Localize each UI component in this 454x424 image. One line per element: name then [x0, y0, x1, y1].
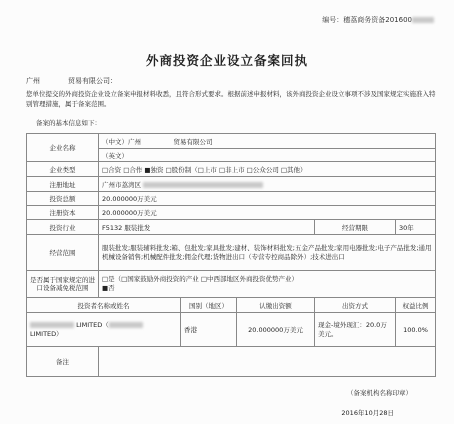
info-intro: 备案的基本信息如下： [36, 119, 101, 127]
investor-ratio-header: 权益比例 [396, 298, 436, 313]
company-type-value: □合资 □合作 ■独资 □股份制（□上市 □非上市 □公众公司 □其他） [99, 162, 436, 177]
policy-row [27, 271, 436, 298]
investor-amount-header: 认缴出资额 [237, 298, 315, 313]
remark-label: 备注 [27, 347, 99, 377]
intro-paragraph: 您单位提交的外商投资企业设立备案申报材料收悉，且符合形式要求。根据前述申报材料，该外商投资企业设立事项不涉及国家规定实施准入特别管理措施，属于备案范围。 [26, 90, 436, 108]
capital-value: 20.000000万美元 [99, 206, 436, 220]
seal-placeholder: （备案机构名称印章） [347, 389, 412, 397]
investor-method-header: 出资方式 [315, 298, 396, 313]
policy-value-line2: ■否 [102, 284, 115, 292]
investor-country-header: 国别（地区） [181, 298, 237, 313]
policy-value [99, 271, 436, 298]
investor-name-header: 投资者名称或姓名 [27, 298, 181, 313]
capital-label: 注册资本 [27, 206, 99, 220]
investor-row [27, 313, 436, 347]
address-label: 注册地址 [27, 177, 99, 192]
capital-row [27, 206, 436, 220]
investor-name-line1: LIMITED（ [76, 320, 109, 329]
address-value [99, 177, 436, 192]
industry-label: 投资行业 [27, 220, 99, 235]
document-number [322, 15, 434, 25]
redacted-block [109, 322, 143, 328]
salutation: 广州 贸易有限公司： [26, 77, 117, 85]
redacted-block [143, 182, 263, 188]
investment-label: 投资总额 [27, 192, 99, 206]
address-text: 广州市荔湾区 [102, 180, 141, 189]
company-name-en: （英文） [99, 149, 436, 162]
scope-value: 服装批发;服装辅料批发;箱、包批发;家具批发;建材、装饰材料批发;五金产品批发;家用电器批发;电子产品批发;通用机械设备销售;机械配件批发;佣金代理;货物进出口（专营专控商品除外）;技术进出口 [99, 235, 436, 271]
term-value: 30年 [396, 220, 436, 235]
policy-label: 是否属于国家规定的进口设备减免税范围 [27, 271, 99, 298]
company-name-cn-text: （中文）广州 贸易有限公司 [102, 137, 213, 146]
investor-name [27, 313, 181, 347]
investor-name-line2: LIMITED） [30, 329, 63, 338]
page-title: 外商投资企业设立备案回执 [145, 53, 308, 68]
scope-row [27, 235, 436, 271]
investor-country: 香港 [181, 313, 237, 347]
investor-ratio: 100.0% [396, 313, 436, 347]
industry-row [27, 220, 436, 235]
scope-label: 经营范围 [27, 235, 99, 271]
company-type-row [27, 162, 436, 177]
investor-amount: 20.000000万美元 [237, 313, 315, 347]
redacted-block [30, 322, 74, 328]
industry-value: F5132 服装批发 [99, 220, 315, 235]
investment-row [27, 192, 436, 206]
remark-row [27, 347, 436, 377]
document-number-text: 编号：穗荔商务资备201600 [322, 16, 412, 24]
term-label: 经营期限 [315, 220, 396, 235]
filing-date: 2016年10月28日 [341, 409, 394, 417]
company-type-label: 企业类型 [27, 162, 99, 177]
redacted-block [412, 17, 434, 23]
policy-value-line1: □是（□国家鼓励外商投资的产业 □中西部地区外商投资优势产业） [102, 275, 298, 283]
investment-value: 20.000000万美元 [99, 192, 436, 206]
company-name-label: 企业名称 [27, 134, 99, 162]
company-name-row [27, 134, 436, 149]
investor-header-row [27, 298, 436, 313]
investor-method: 现金-境外现汇：20.0万美元。 [315, 313, 396, 347]
company-name-cn [99, 134, 436, 149]
remark-value [99, 347, 436, 377]
address-row [27, 177, 436, 192]
filing-info-table [26, 133, 436, 377]
